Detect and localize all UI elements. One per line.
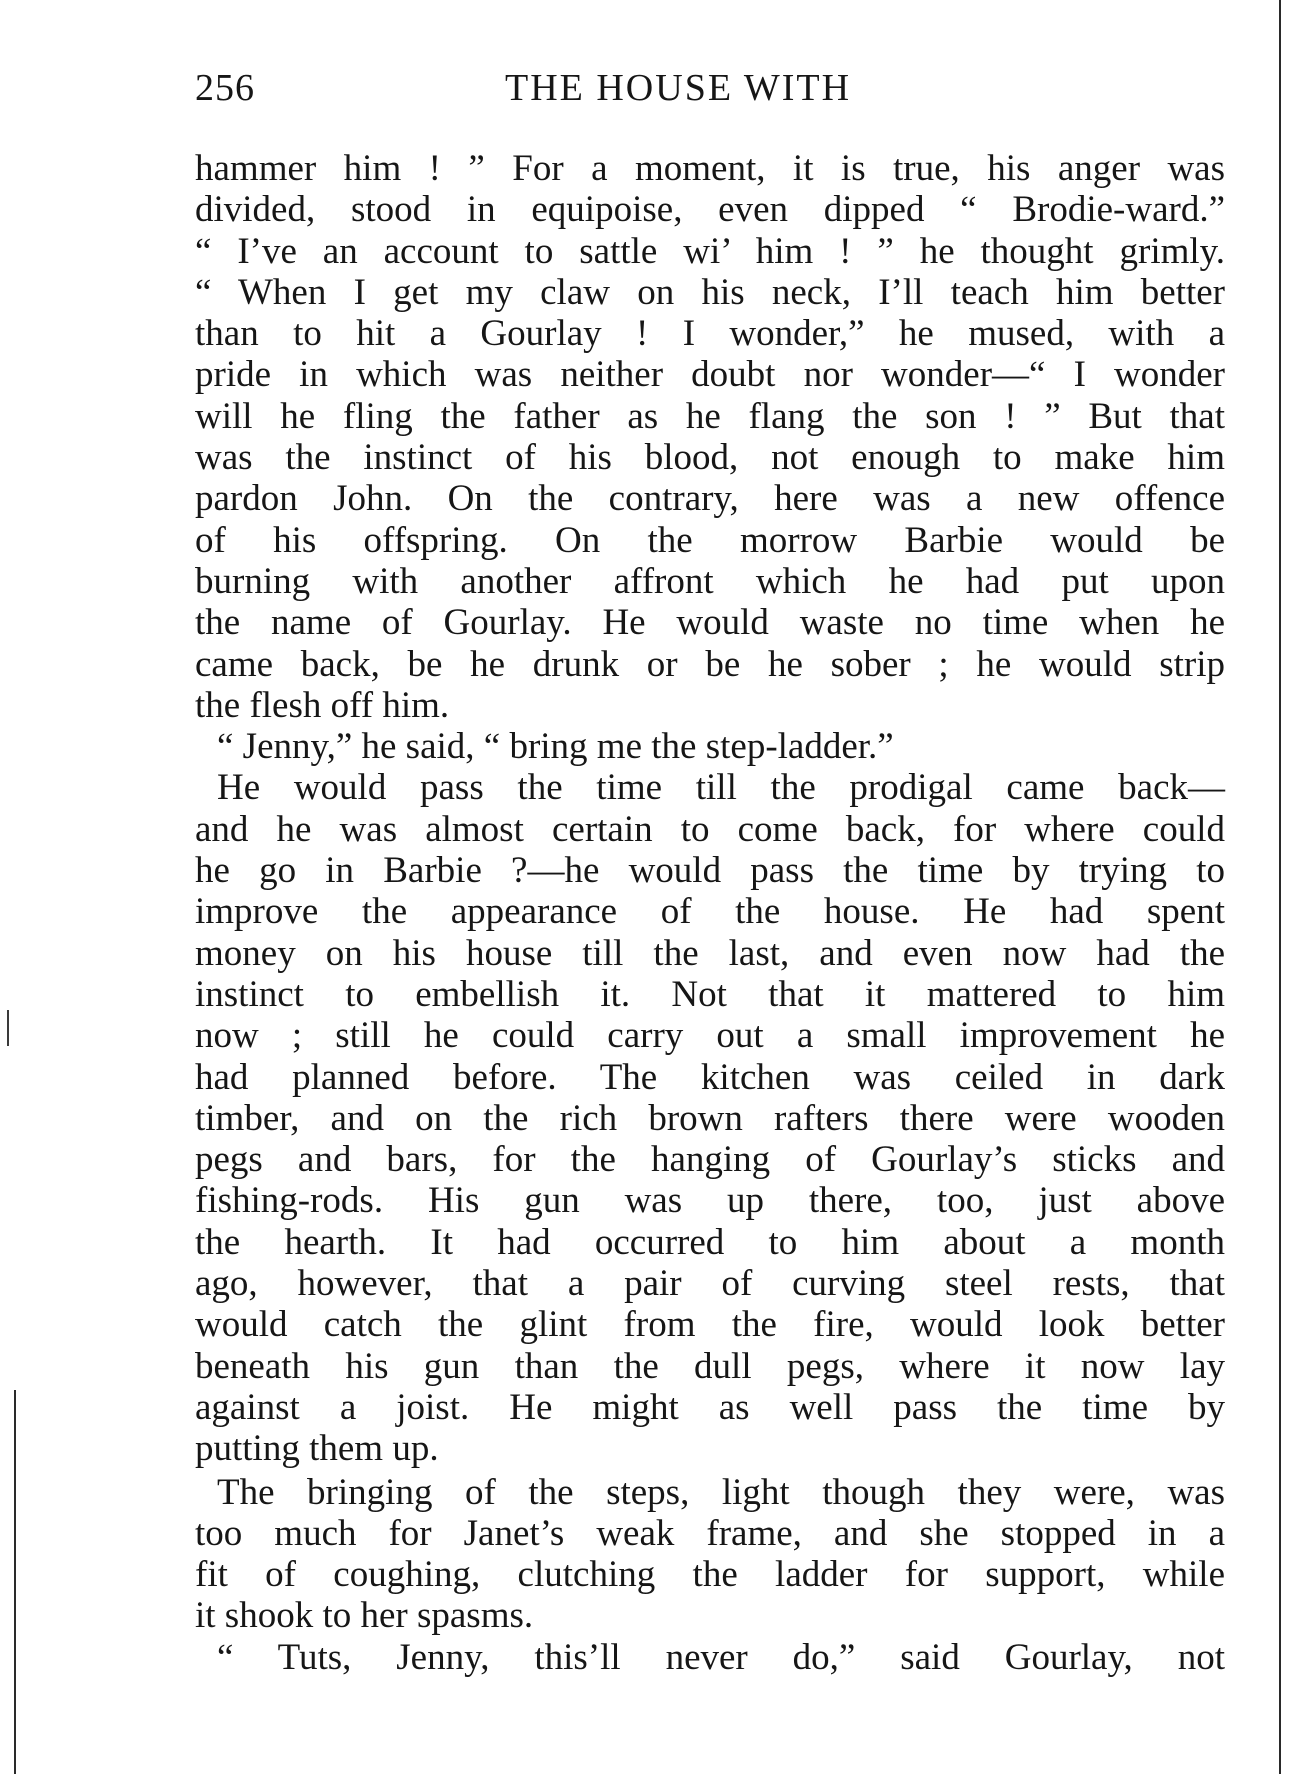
- page-number: 256: [195, 67, 255, 109]
- text-line: ago, however, that a pair of curving steel rests, that: [195, 1263, 1225, 1305]
- text-line: hammer him ! ” For a moment, it is true, his anger was: [195, 148, 1225, 189]
- text-line: he go in Barbie ?—he would pass the time by trying to: [195, 850, 1225, 892]
- text-line: “ When I get my claw on his neck, I’ll teach him better: [195, 271, 1225, 313]
- text-line: pegs and bars, for the hanging of Gourlay’s sticks and: [195, 1139, 1225, 1181]
- text-line: the hearth. It had occurred to him about a month: [195, 1221, 1225, 1263]
- text-line: was the instinct of his blood, not enough to make him: [195, 437, 1225, 479]
- text-line: fit of coughing, clutching the ladder for support, while: [195, 1554, 1225, 1596]
- text-line: pardon John. On the contrary, here was a new offence: [195, 478, 1225, 520]
- text-line: timber, and on the rich brown rafters there were wooden: [195, 1097, 1225, 1139]
- text-line: divided, stood in equipoise, even dipped “ Brodie-ward.”: [195, 189, 1225, 231]
- text-line: pride in which was neither doubt nor wonder—“ I wonder: [195, 354, 1225, 396]
- text-line: now ; still he could carry out a small improvement he: [195, 1015, 1225, 1057]
- text-line: too much for Janet’s weak frame, and she stopped in a: [195, 1512, 1225, 1554]
- text-line: fishing-rods. His gun was up there, too, just above: [195, 1180, 1225, 1222]
- text-line: money on his house till the last, and even now had the: [195, 932, 1225, 974]
- text-line: would catch the glint from the fire, would look better: [195, 1304, 1225, 1346]
- running-title: THE HOUSE WITH: [505, 67, 852, 109]
- text-line: The bringing of the steps, light though they were, was: [217, 1471, 1225, 1513]
- text-line: had planned before. The kitchen was ceiled in dark: [195, 1056, 1225, 1098]
- text-line: came back, be he drunk or be he sober ; he would strip: [195, 643, 1225, 685]
- text-line: burning with another affront which he had put upon: [195, 560, 1225, 602]
- binding-edge-line: [14, 1390, 16, 1774]
- text-line: instinct to embellish it. Not that it mattered to him: [195, 973, 1225, 1015]
- text-line: against a joist. He might as well pass the time by: [195, 1386, 1225, 1428]
- text-line: improve the appearance of the house. He had spent: [195, 891, 1225, 933]
- body-text: [195, 148, 1225, 1678]
- text-line: “ Jenny,” he said, “ bring me the step-ladder.”: [217, 726, 894, 768]
- text-line: it shook to her spasms.: [195, 1595, 534, 1637]
- text-line: than to hit a Gourlay ! I wonder,” he mused, with a: [195, 313, 1225, 355]
- margin-mark: [7, 1010, 9, 1046]
- text-line: the name of Gourlay. He would waste no time when he: [195, 602, 1225, 644]
- text-line: “ Tuts, Jenny, this’ll never do,” said Gourlay, not: [217, 1636, 1225, 1678]
- text-line: beneath his gun than the dull pegs, where it now lay: [195, 1345, 1225, 1387]
- page-edge-line: [1279, 0, 1281, 1774]
- page-header: [195, 66, 1225, 118]
- text-line: the flesh off him.: [195, 684, 450, 726]
- text-line: will he fling the father as he flang the son ! ” But that: [195, 395, 1225, 437]
- text-line: He would pass the time till the prodigal came back—: [217, 767, 1225, 809]
- text-line: “ I’ve an account to sattle wi’ him ! ” he thought grimly.: [195, 230, 1225, 272]
- text-line: of his offspring. On the morrow Barbie would be: [195, 519, 1225, 561]
- text-line: and he was almost certain to come back, for where could: [195, 808, 1225, 850]
- text-line: putting them up.: [195, 1428, 439, 1470]
